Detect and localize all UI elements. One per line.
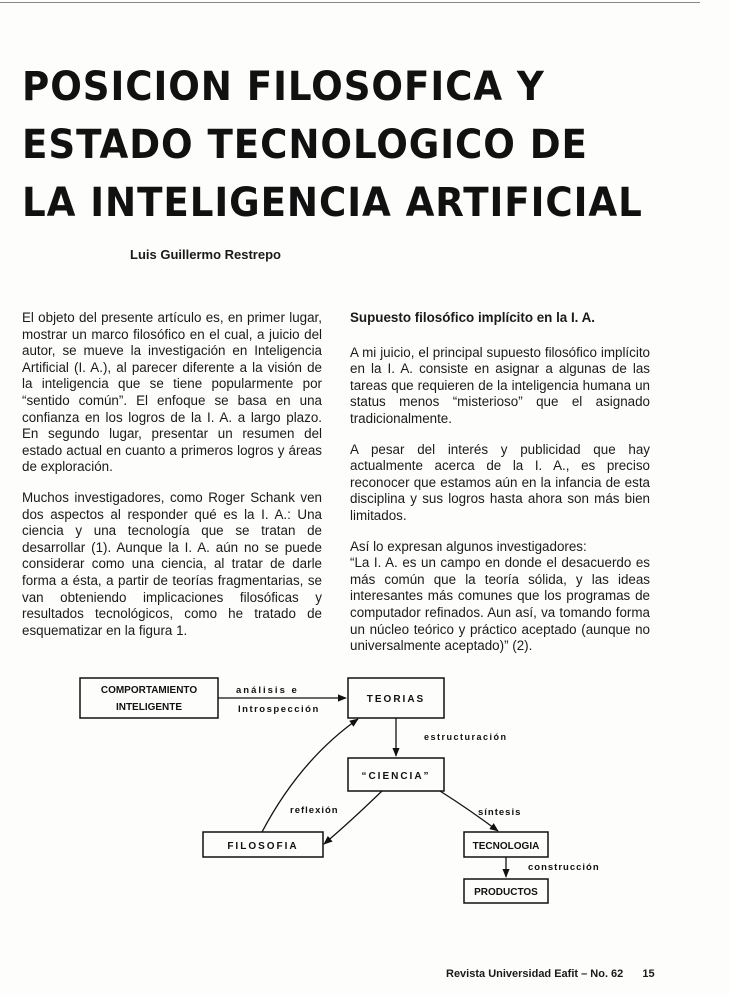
page-number: 15 bbox=[642, 968, 655, 980]
box-label: TEORIAS bbox=[366, 694, 426, 705]
box-filosofia bbox=[203, 832, 323, 857]
box-label: FILOSOFIA bbox=[227, 841, 299, 852]
title-line-3: LA INTELIGENCIA ARTIFICIAL bbox=[22, 180, 643, 226]
label-construccion: construcción bbox=[528, 862, 600, 873]
right-column bbox=[350, 310, 650, 669]
paragraph: El objeto del presente artículo es, en primer lugar, mostrar un marco filosófico en el cual, a juicio del autor, se mueve la investigación en Inteligencia Artificial (I. A.), al parecer diferente a la visión de la inteligencia que se tiene popularmente por “sentido común”. El enfoque se basa en una confianza en los logros de la I. A. a largo plazo. En segundo lugar, presentar un resumen del estado actual en cuanto a primeros logros y áreas de exploración. bbox=[22, 310, 322, 475]
box-label: PRODUCTOS bbox=[474, 887, 538, 898]
box-productos bbox=[464, 879, 548, 903]
label-analisis: análisis e bbox=[236, 685, 299, 696]
label-estructuracion: estructuración bbox=[424, 732, 508, 742]
box-label: INTELIGENTE bbox=[115, 702, 183, 713]
author-name: Luis Guillermo Restrepo bbox=[130, 247, 281, 262]
quote-intro: Así lo expresan algunos investigadores: bbox=[350, 538, 587, 554]
title-line-1: POSICION FILOSOFICA Y bbox=[22, 64, 545, 110]
left-column bbox=[22, 310, 322, 653]
journal-name: Revista Universidad Eafit – No. 62 bbox=[446, 968, 624, 980]
label-reflexion: reflexión bbox=[290, 805, 339, 816]
box-tecnologia bbox=[464, 832, 548, 857]
top-rule bbox=[0, 2, 700, 3]
box-label: COMPORTAMIENTO bbox=[100, 685, 198, 696]
paragraph: Muchos investigadores, como Roger Schank ven dos aspectos al responder qué es la I. A.: Una ciencia y una tecnología que se tratan de desarrollar (1). Aunque la I. A. aún no se puede considerar como una ciencia, al tratar de darle forma a ésta, a partir de teorías fragmentarias, se van obteniendo implicaciones filosóficas y resultados tecnológicos, como he tratado de esquematizar en la figura 1. bbox=[22, 489, 322, 638]
paragraph: A pesar del interés y publicidad que hay actualmente acerca de la I. A., es preciso reconocer que estamos aún en la infancia de esta disciplina y sus logros hasta ahora son más bien limitados. bbox=[350, 441, 650, 523]
quote: “La I. A. es un campo en donde el desacuerdo es más común que la teoría sólida, y las ideas interesantes más comunes que los programas de computador refinados. Aun así, va tomando forma un núcleo teórico y práctico aceptado (aunque no universalmente aceptado)” (2). bbox=[350, 555, 650, 654]
arrow-reflexion bbox=[324, 791, 382, 844]
box-label: “CIENCIA” bbox=[361, 771, 431, 782]
article-title bbox=[22, 58, 654, 232]
page-footer bbox=[446, 968, 655, 980]
title-line-2: ESTADO TECNOLOGICO DE bbox=[22, 122, 588, 168]
section-heading: Supuesto filosófico implícito en la I. A. bbox=[350, 310, 596, 325]
paragraph: A mi juicio, el principal supuesto filosófico implícito en la I. A. consiste en asignar a algunas de las tareas que requieren de la inteligencia humana un status menos “misterioso” que el asignado tradicionalmente. bbox=[350, 344, 650, 426]
box-teorias bbox=[348, 678, 444, 718]
label-sintesis: síntesis bbox=[478, 807, 522, 818]
figure-1-diagram bbox=[0, 660, 729, 920]
box-label: TECNOLOGIA bbox=[472, 841, 540, 852]
box-ciencia bbox=[348, 758, 444, 791]
label-introspeccion: Introspección bbox=[238, 704, 320, 715]
box-comportamiento-inteligente bbox=[80, 678, 218, 718]
